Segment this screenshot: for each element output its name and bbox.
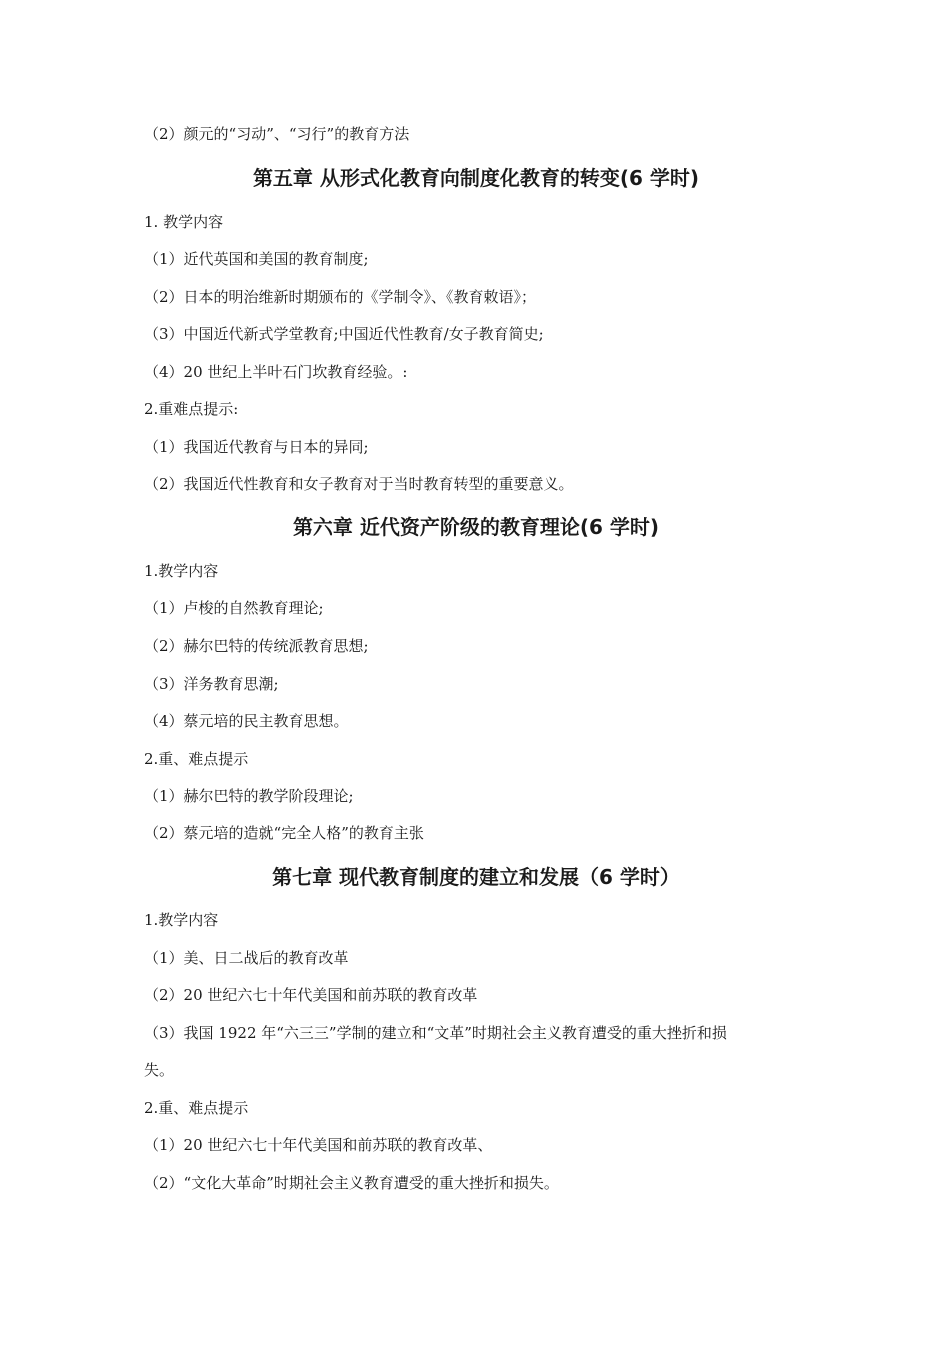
chapter-5-key-label: 2.重难点提示: — [144, 400, 239, 418]
chapter-5-content-item: （2）日本的明治维新时期颁布的《学制令》、《教育敕语》； — [144, 288, 537, 306]
chapter-7-content-item: （2）20 世纪六七十年代美国和前苏联的教育改革 — [144, 986, 478, 1004]
chapter-7-key-item: （2）“文化大革命”时期社会主义教育遭受的重大挫折和损失。 — [144, 1174, 559, 1192]
chapter-6-content-item: （1）卢梭的自然教育理论; — [144, 599, 324, 617]
chapter-7-key-item: （1）20 世纪六七十年代美国和前苏联的教育改革、 — [144, 1136, 493, 1154]
chapter-5-content-label: 1. 教学内容 — [144, 213, 224, 231]
chapter-6-content-item: （3）洋务教育思潮; — [144, 675, 279, 693]
chapter-6-content-item: （4）蔡元培的民主教育思想。 — [144, 712, 349, 730]
chapter-7-content-item: （1）美、日二战后的教育改革 — [144, 949, 349, 967]
top-item: （2）颜元的“习动”、“习行”的教育方法 — [144, 125, 410, 143]
chapter-6-content-label: 1.教学内容 — [144, 562, 219, 580]
chapter-5-key-item: （2）我国近代性教育和女子教育对于当时教育转型的重要意义。 — [144, 475, 574, 493]
chapter-7-content-label: 1.教学内容 — [144, 911, 219, 929]
chapter-5-content-item: （3）中国近代新式学堂教育;中国近代性教育/女子教育简史; — [144, 325, 544, 343]
chapter-6-key-item: （1）赫尔巴特的教学阶段理论; — [144, 787, 354, 805]
chapter-5-content-item: （4）20 世纪上半叶石门坎教育经验。: — [144, 363, 408, 381]
chapter-6-title: 第六章 近代资产阶级的教育理论(6 学时) — [292, 515, 660, 539]
chapter-7-content-item: （3）我国 1922 年“六三三”学制的建立和“文革”时期社会主义教育遭受的重大挫折和损 — [144, 1024, 727, 1042]
chapter-7-title: 第七章 现代教育制度的建立和发展（6 学时） — [272, 865, 680, 889]
chapter-5-title: 第五章 从形式化教育向制度化教育的转变(6 学时) — [252, 166, 700, 190]
chapter-5-key-item: （1）我国近代教育与日本的异同; — [144, 438, 369, 456]
chapter-5-content-item: （1）近代英国和美国的教育制度; — [144, 250, 369, 268]
chapter-6-key-label: 2.重、难点提示 — [144, 750, 249, 768]
chapter-7-key-label: 2.重、难点提示 — [144, 1099, 249, 1117]
chapter-6-content-item: （2）赫尔巴特的传统派教育思想; — [144, 637, 369, 655]
chapter-6-key-item: （2）蔡元培的造就“完全人格”的教育主张 — [144, 824, 424, 842]
chapter-7-content-item: 失。 — [144, 1061, 175, 1079]
